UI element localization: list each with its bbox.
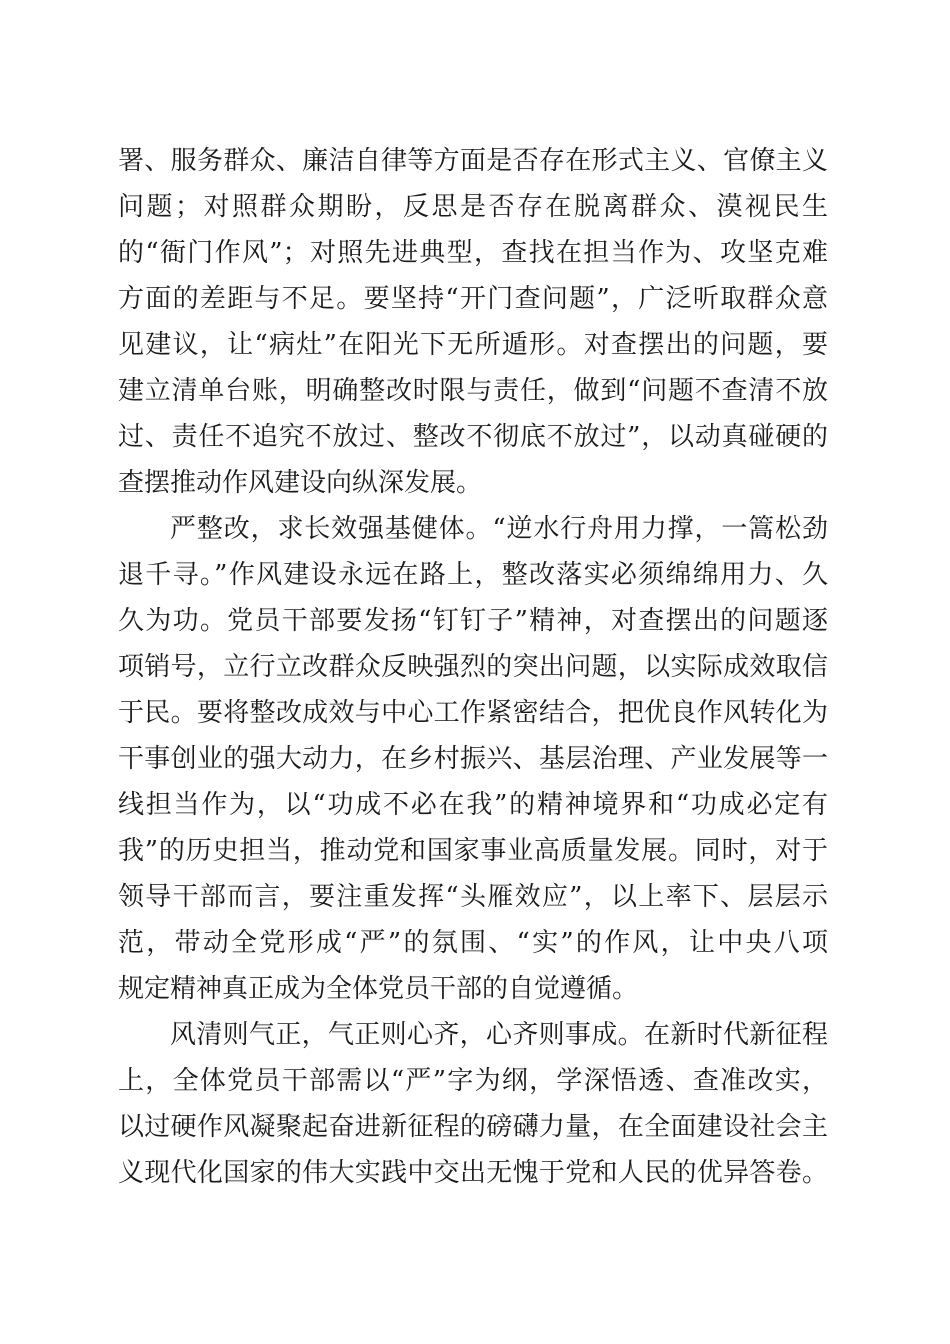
text-line: 退千寻。”作风建设永远在路上，整改落实必须绵绵用力、久	[118, 560, 828, 590]
text-line: 项销号，立行立改群众反映强烈的突出问题，以实际成效取信	[118, 652, 828, 682]
paragraph-3	[118, 1012, 828, 1196]
document-page	[118, 138, 828, 1196]
text-line: 于民。要将整改成效与中心工作紧密结合，把优良作风转化为	[118, 698, 828, 728]
text-line: 风清则气正，气正则心齐，心齐则事成。在新时代新征程	[170, 1020, 828, 1050]
text-line: 建立清单台账，明确整改时限与责任，做到“问题不查清不放	[118, 376, 828, 406]
text-line: 见建议，让“病灶”在阳光下无所遁形。对查摆出的问题，要	[118, 330, 828, 360]
text-line: 以过硬作风凝聚起奋进新征程的磅礴力量，在全面建设社会主	[118, 1112, 828, 1142]
text-line: 的“衙门作风”；对照先进典型，查找在担当作为、攻坚克难	[118, 238, 828, 268]
paragraph-1	[118, 138, 828, 506]
text-line: 范，带动全党形成“严”的氛围、“实”的作风，让中央八项	[118, 928, 828, 958]
text-line: 过、责任不追究不放过、整改不彻底不放过”，以动真碰硬的	[118, 422, 828, 452]
paragraph-2	[118, 506, 828, 1012]
text-line: 方面的差距与不足。要坚持“开门查问题”，广泛听取群众意	[118, 284, 828, 314]
text-line: 领导干部而言，要注重发挥“头雁效应”，以上率下、层层示	[118, 882, 828, 912]
text-line: 干事创业的强大动力，在乡村振兴、基层治理、产业发展等一	[118, 744, 828, 774]
text-line: 线担当作为，以“功成不必在我”的精神境界和“功成必定有	[118, 790, 828, 820]
text-line: 久为功。党员干部要发扬“钉钉子”精神，对查摆出的问题逐	[118, 606, 828, 636]
text-line: 严整改，求长效强基健体。“逆水行舟用力撑，一篙松劲	[170, 514, 828, 544]
text-line: 查摆推动作风建设向纵深发展。	[118, 468, 483, 498]
text-line: 规定精神真正成为全体党员干部的自觉遵循。	[118, 974, 639, 1004]
text-line: 上，全体党员干部需以“严”字为纲，学深悟透、查准改实，	[118, 1066, 828, 1096]
text-line: 义现代化国家的伟大实践中交出无愧于党和人民的优异答卷。	[118, 1158, 828, 1188]
text-line: 问题；对照群众期盼，反思是否存在脱离群众、漠视民生	[118, 192, 828, 222]
text-line: 署、服务群众、廉洁自律等方面是否存在形式主义、官僚主义	[118, 146, 828, 176]
text-line: 我”的历史担当，推动党和国家事业高质量发展。同时，对于	[118, 836, 828, 866]
